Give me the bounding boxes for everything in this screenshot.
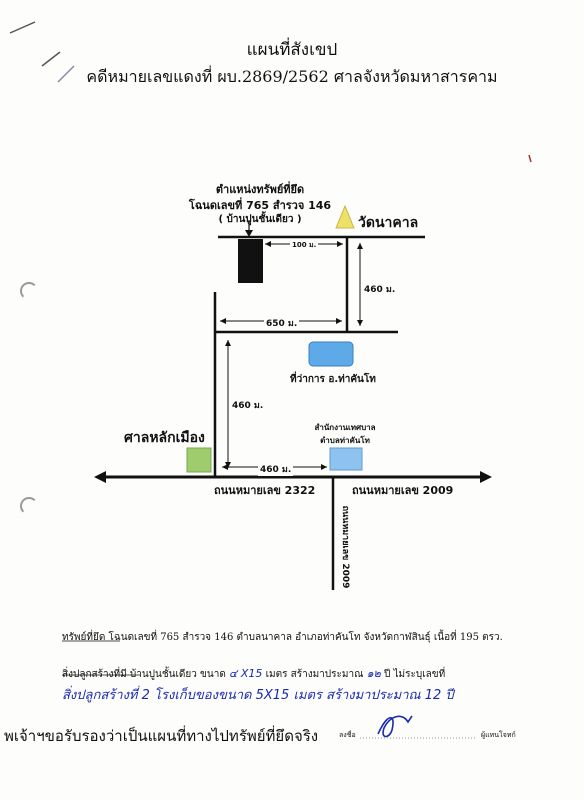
building-label: สิ่งปลูกสร้างที่มี — [62, 669, 127, 680]
property-seized-label: ทรัพย์ที่ยึด — [62, 632, 106, 643]
dim-arrow — [337, 241, 343, 247]
dist-650-label: 650 ม. — [264, 316, 299, 330]
district-office-marker — [309, 342, 353, 366]
dist-460-bottom-label: 460 ม. — [258, 462, 293, 476]
dim-arrow — [321, 464, 327, 470]
details-line-1 — [62, 630, 503, 645]
dim-arrow — [357, 320, 363, 326]
case-number-line: คดีหมายเลขแดงที่ ผบ.2869/2562 ศาลจังหวัดมหาสารคาม — [86, 67, 498, 86]
handwritten-note: สิ่งปลูกสร้างที่ 2 โรงเก็บของขนาด 5X15 เมตร สร้างมาประมาณ 12 ปี — [62, 688, 454, 703]
road-2322-label: ถนนหมายเลข 2322 — [214, 484, 316, 497]
dist-460-right-label: 460 ม. — [364, 282, 395, 296]
dim-arrow — [225, 340, 231, 346]
dim-arrow — [265, 241, 271, 247]
shrine-marker — [187, 448, 211, 472]
district-office-label: ที่ว่าการ อ.ท่าคันโท — [290, 374, 376, 385]
dim-arrow — [357, 243, 363, 249]
sign-label: ลงชื่อ — [339, 731, 356, 739]
certification-text: พเจ้าฯขอรับรองว่าเป็นแผนที่ทางไปทรัพย์ที่ยึดจริง — [4, 727, 319, 745]
road-2009-label: ถนนหมายเลข 2009 — [352, 484, 454, 497]
details-line-2 — [62, 664, 445, 682]
municipal-label-2: ตำบลท่าคันโท — [320, 436, 370, 445]
dist-100-label: 100 ม. — [292, 241, 317, 249]
municipal-marker — [330, 448, 362, 470]
road-arrow-left — [94, 471, 106, 483]
document-title: แผนที่สังเขป — [246, 40, 338, 60]
road-arrow-right — [480, 471, 492, 483]
road-vertical-label: ถนนหมายเลข 2009 — [340, 505, 350, 589]
dist-460-left-label: 460 ม. — [232, 401, 264, 411]
dim-arrow — [336, 318, 342, 324]
sign-role: ผู้แทนโจทก์ — [481, 731, 516, 739]
building-years: ๑๒ — [366, 667, 381, 680]
property-label-3: ( บ้านปูนชั้นเดียว ) — [218, 214, 302, 225]
property-label-1: ตำแหน่งทรัพย์ที่ยึด — [215, 183, 305, 196]
punch-hole — [20, 282, 38, 300]
pen-mark — [10, 22, 35, 33]
municipal-label-1: สำนักงานเทศบาล — [314, 423, 376, 432]
punch-hole — [20, 497, 38, 515]
pen-mark — [529, 155, 531, 162]
building-text-3: ปี ไม่ระบุเลขที่ — [383, 669, 446, 680]
temple-label: วัดนาคาล — [358, 215, 419, 231]
shrine-label: ศาลหลักเมือง — [124, 430, 205, 446]
dim-arrow — [222, 464, 228, 470]
signature — [378, 716, 412, 737]
building-size: ๔ X15 — [229, 667, 263, 680]
property-seized-text: โฉนดเลขที่ 765 สำรวจ 146 ตำบลนาคาล อำเภอท่าคันโท จังหวัดกาฬสินธุ์ เนื้อที่ 195 ตรว. — [108, 632, 503, 643]
property-label-2: โฉนดเลขที่ 765 สำรวจ 146 — [188, 199, 332, 212]
building-text: บ้านปูนชั้นเดียว ขนาด — [129, 669, 226, 680]
building-text-2: เมตร สร้างมาประมาณ — [265, 669, 364, 680]
dim-arrow — [220, 318, 226, 324]
house-marker — [238, 239, 263, 283]
